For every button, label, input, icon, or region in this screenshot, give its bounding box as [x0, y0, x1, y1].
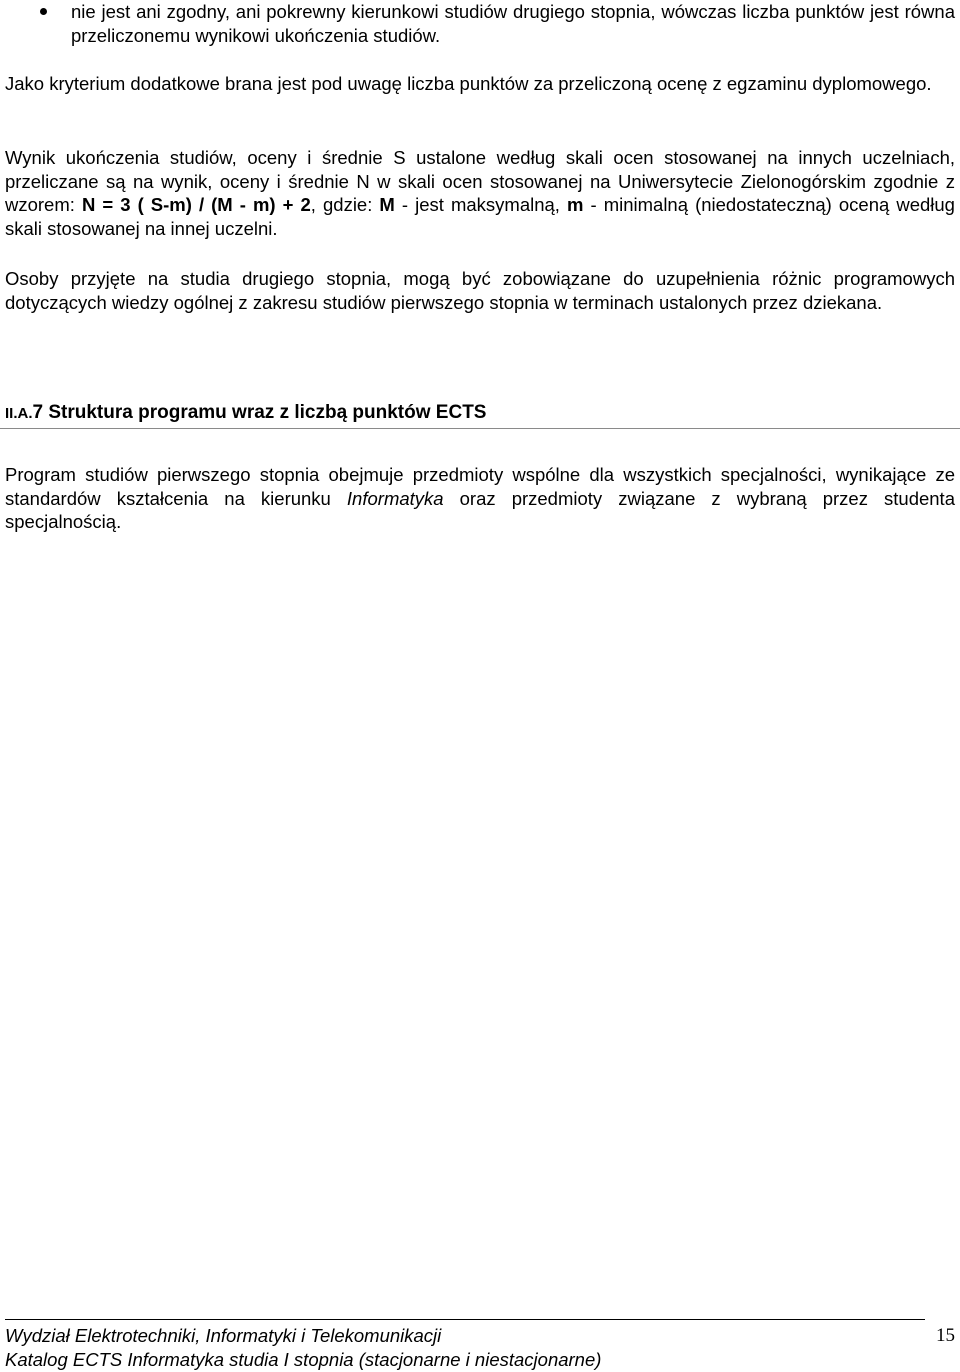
section-title: 7 Struktura programu wraz z liczbą punktów ECTS — [32, 402, 487, 423]
conversion-text-b: , gdzie: — [310, 194, 380, 215]
field-name: Informatyka — [346, 487, 444, 509]
structure-text-b: oraz przedmioty związane z wybraną przez studenta specjalnością. — [5, 487, 955, 532]
bullet-text: nie jest ani zgodny, ani pokrewny kierunkowi studiów drugiego stopnia, wówczas liczba punktów jest równa przeliczonemu wynikowi ukończenia studiów. — [71, 1, 955, 46]
footer-faculty: Wydział Elektrotechniki, Informatyki i Telekomunikacji — [5, 1325, 442, 1346]
formula-symbol-min: m — [566, 194, 584, 215]
conversion-text-d: - minimalną (niedostateczną) oceną według skali stosowanej na innej uczelni. — [5, 194, 955, 239]
conversion-formula: N = 3 ( S-m) / (M - m) + 2 — [81, 194, 311, 215]
bullet-icon — [40, 8, 47, 15]
footer-divider — [5, 1319, 925, 1320]
page-number: 15 — [936, 1325, 955, 1346]
conversion-text-c: - jest maksymalną, — [394, 194, 567, 215]
structure-text-a: Program studiów pierwszego stopnia obejmuje przedmioty wspólne dla wszystkich specjalności, wynikające ze standardów kształcenia na kierunku — [5, 464, 955, 509]
conversion-text-a: Wynik ukończenia studiów, oceny i średnie S ustalone według skali ocen stosowanej na innych uczelniach, przeliczane są na wynik, oceny i średnie N w skali ocen stosowanej na Uniwersytecie Zielonogórskim zgodnie z wzorem: — [5, 147, 955, 215]
section-heading — [0, 400, 960, 429]
footer-catalog: Katalog ECTS Informatyka studia I stopnia (stacjonarne i niestacjonarne) — [5, 1349, 602, 1370]
paragraph-program-structure — [5, 463, 955, 534]
paragraph-grade-conversion — [5, 146, 955, 240]
formula-symbol-max: M — [379, 194, 395, 215]
paragraph-program-differences: Osoby przyjęte na studia drugiego stopnia, mogą być zobowiązane do uzupełnienia różnic programowych dotyczących wiedzy ogólnej z zakresu studiów pierwszego stopnia w terminach ustalonych przez dziekana. — [5, 268, 955, 313]
section-number: II.A. — [5, 405, 33, 422]
paragraph-additional-criterion: Jako kryterium dodatkowe brana jest pod uwagę liczba punktów za przeliczoną ocenę z egzaminu dyplomowego. — [5, 73, 932, 94]
bullet-list-item — [5, 0, 955, 47]
